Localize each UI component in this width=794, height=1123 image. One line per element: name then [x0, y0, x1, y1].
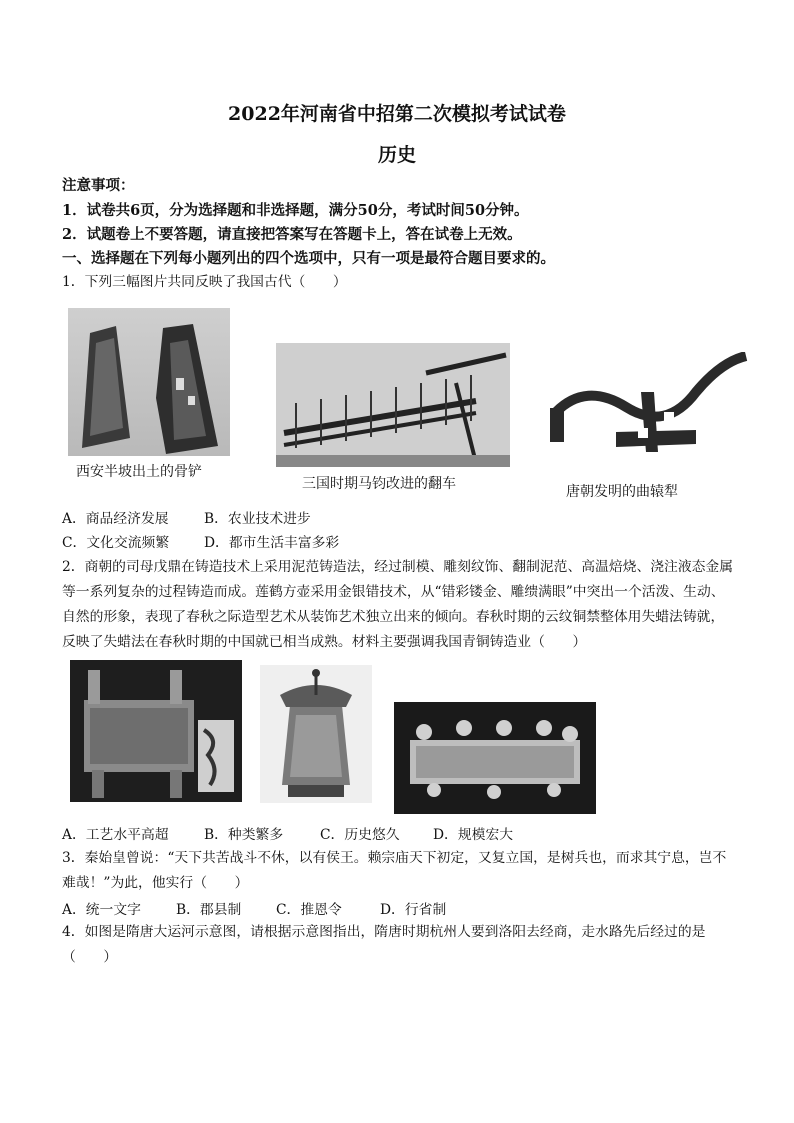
lotus-crane-pot-photo	[260, 665, 372, 803]
note-item-2: 2．试题卷上不要答题，请直接把答案写在答题卡上，答在试卷上无效。	[62, 226, 522, 243]
q2-option-b: B．种类繁多	[204, 827, 284, 843]
bone-spade-photo	[68, 308, 230, 456]
subject-title: 历史	[377, 144, 416, 166]
q1-option-a: A．商品经济发展	[62, 511, 169, 527]
cloud-pattern-bronze-jin-photo	[394, 702, 596, 814]
q1-option-b: B．农业技术进步	[204, 511, 311, 527]
q1-option-c: C．文化交流频繁	[62, 535, 170, 551]
note-item-1: 1．试卷共6页，分为选择题和非选择题，满分50分，考试时间50分钟。	[62, 202, 529, 219]
section-heading: 一、选择题在下列每小题列出的四个选项中，只有一项是最符合题目要求的。	[62, 250, 555, 267]
q1-option-d: D．都市生活丰富多彩	[204, 535, 340, 551]
waterwheel-photo	[276, 343, 510, 467]
q2-option-d: D．规模宏大	[433, 827, 514, 843]
caption-waterwheel: 三国时期马钧改进的翻车	[302, 476, 456, 492]
q3-option-b: B．郡县制	[176, 902, 242, 918]
caption-bone-spade: 西安半坡出土的骨铲	[76, 464, 202, 480]
exam-title: 2022年河南省中招第二次模拟考试试卷	[228, 103, 566, 125]
caption-curved-plough: 唐朝发明的曲辕犁	[566, 484, 678, 500]
q3-stem: 3．秦始皇曾说：“天下共苦战斗不休，以有侯王。赖宗庙天下初定，又复立国，是树兵也，而求其宁息，岂不难哉！”为此，他实行（ ）	[62, 850, 727, 891]
q1-stem: 1．下列三幅图片共同反映了我国古代（ ）	[62, 274, 347, 290]
q3-option-a: A．统一文字	[62, 902, 141, 918]
q3-option-d: D．行省制	[380, 902, 447, 918]
q2-stem: 2．商朝的司母戊鼎在铸造技术上采用泥范铸造法，经过制模、雕刻纹饰、翻制泥范、高温焙烧、浇注液态金属等一系列复杂的过程铸造而成。莲鹤方壶采用金银错技术，从“错彩镂金、雕缋满眼”中突出一个活泼、生动、自然的形象，表现了春秋之际造型艺术从装饰艺术独立出来的倾向。春秋时期的云纹铜禁整体用失蜡法铸就，反映了失蜡法在春秋时期的中国就已相当成熟。材料主要强调我国青铜铸造业（ ）	[62, 559, 734, 650]
notes-heading: 注意事项：	[62, 177, 135, 194]
curved-plough-photo	[546, 352, 748, 464]
simuwu-ding-photo	[70, 660, 242, 802]
q2-option-a: A．工艺水平高超	[62, 827, 169, 843]
q4-stem: 4．如图是隋唐大运河示意图，请根据示意图指出，隋唐时期杭州人要到洛阳去经商，走水路先后经过的是（ ）	[62, 924, 706, 965]
q2-option-c: C．历史悠久	[320, 827, 400, 843]
q3-option-c: C．推恩令	[276, 902, 342, 918]
